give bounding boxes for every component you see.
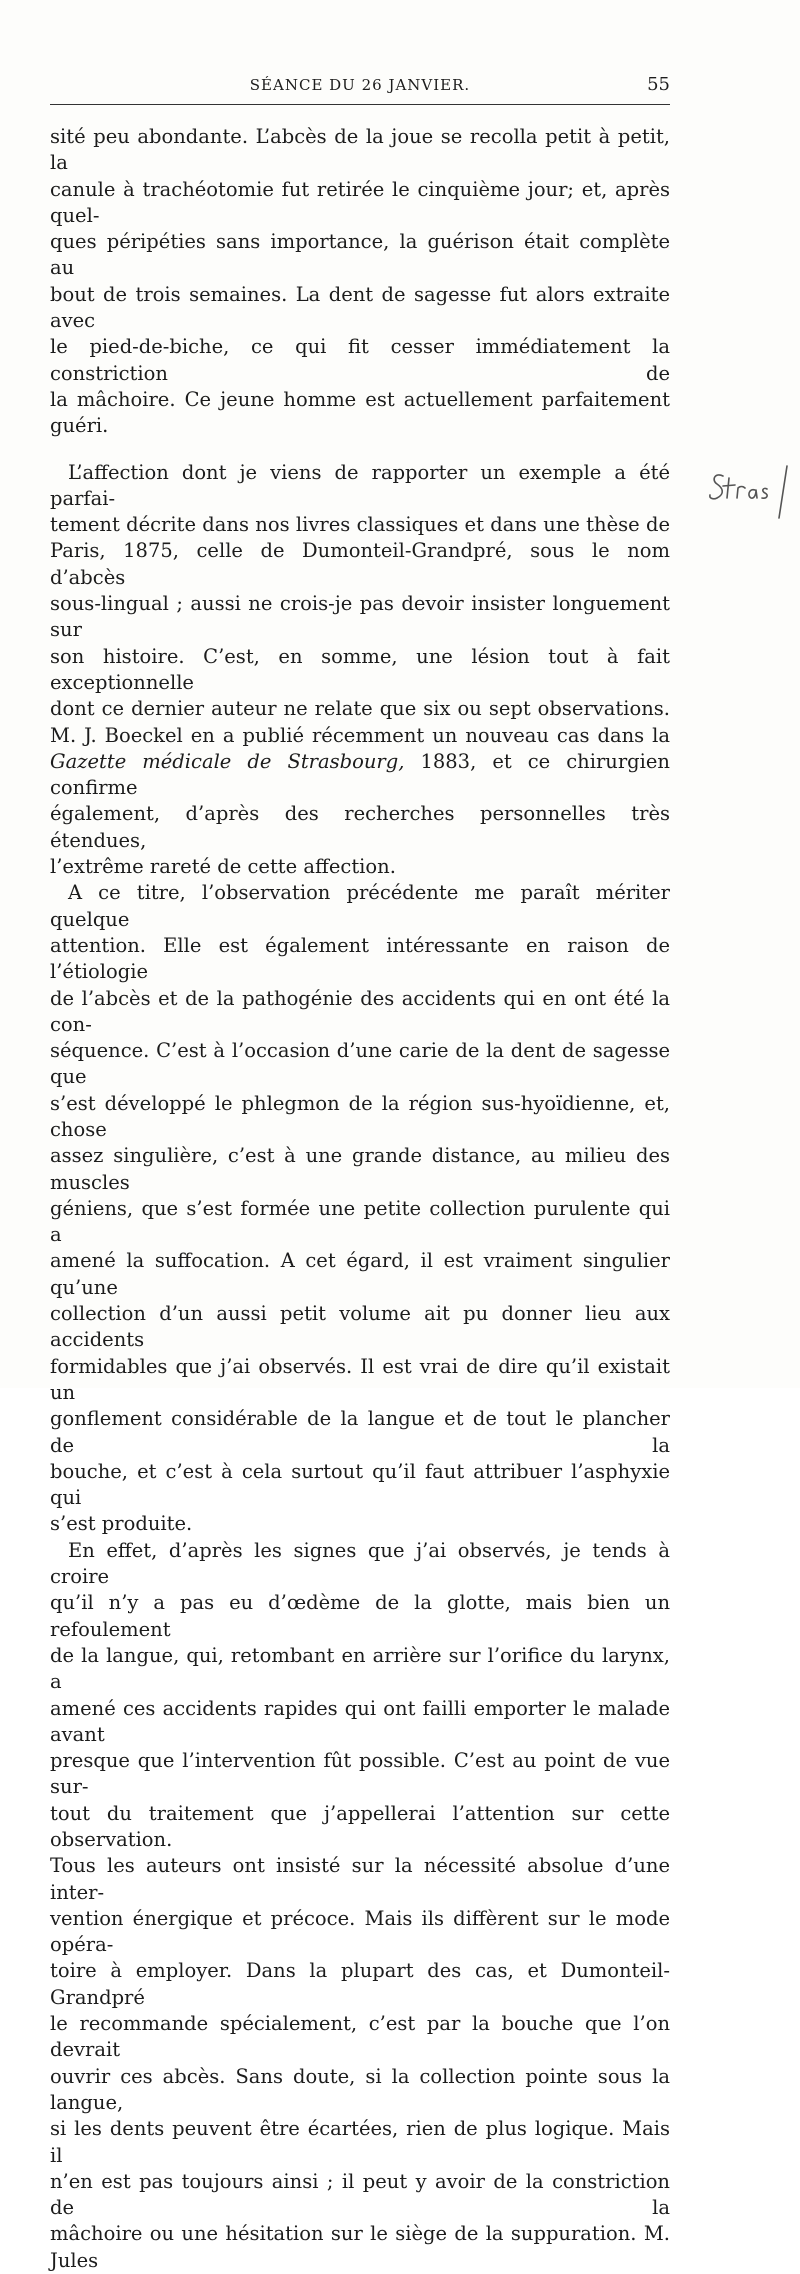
text-line: de la langue, qui, retombant en arrière sur l’orifice du larynx, a bbox=[50, 1643, 670, 1694]
journal-title: Gazette médicale de Strasbourg, bbox=[50, 749, 405, 773]
text-line: sité peu abondante. L’abcès de la joue se recolla petit à petit, la bbox=[50, 125, 670, 175]
text-line: si les dents peuvent être écartées, rien de plus logique. Mais il bbox=[50, 2117, 670, 2167]
text-line: vention énergique et précoce. Mais ils diffèrent sur le mode opéra- bbox=[50, 1906, 670, 1957]
paragraph-4 bbox=[50, 1538, 670, 2274]
text-line: amené ces accidents rapides qui ont failli emporter le malade avant bbox=[50, 1696, 670, 1746]
text-line: ques péripéties sans importance, la guérison était complète au bbox=[50, 230, 670, 280]
text-line: bout de trois semaines. La dent de sagesse fut alors extraite avec bbox=[50, 282, 670, 333]
text-line: collection d’un aussi petit volume ait pu donner lieu aux accidents bbox=[50, 1302, 670, 1352]
handwriting-icon bbox=[705, 462, 795, 522]
paragraph-gap bbox=[50, 440, 670, 460]
text-line: toire à employer. Dans la plupart des cas, et Dumonteil-Grandpré bbox=[50, 1959, 670, 2009]
text-line: son histoire. C’est, en somme, une lésion tout à fait exceptionnelle bbox=[50, 644, 670, 694]
text-line: attention. Elle est également intéressante en raison de l’étiologie bbox=[50, 933, 670, 984]
text-line: dont ce dernier auteur ne relate que six ou sept observations. bbox=[50, 697, 670, 721]
text-line: Tous les auteurs ont insisté sur la nécessité absolue d’une inter- bbox=[50, 1854, 670, 1904]
header-rule bbox=[50, 104, 670, 105]
text-line: tout du traitement que j’appellerai l’attention sur cette observation. bbox=[50, 1801, 670, 1851]
text-line: géniens, que s’est formée une petite collection purulente qui a bbox=[50, 1196, 670, 1247]
text-line: de l’abcès et de la pathogénie des accidents qui en ont été la con- bbox=[50, 986, 670, 1036]
page-number: 55 bbox=[647, 74, 670, 95]
text-line: sous-lingual ; aussi ne crois-je pas devoir insister longuement sur bbox=[50, 592, 670, 642]
text-line: le pied-de-biche, ce qui fit cesser immédiatement la constriction de bbox=[50, 335, 670, 385]
text-line: En effet, d’après les signes que j’ai observés, je tends à croire bbox=[50, 1538, 670, 1589]
text-line: s’est développé le phlegmon de la région sus-hyoïdienne, et, chose bbox=[50, 1091, 670, 1141]
paragraph-1 bbox=[50, 124, 670, 440]
text-line: formidables que j’ai observés. Il est vrai de dire qu’il existait un bbox=[50, 1354, 670, 1404]
text-line: l’extrême rareté de cette affection. bbox=[50, 855, 396, 879]
page-header bbox=[50, 70, 670, 106]
body-text bbox=[50, 124, 670, 2274]
text-line: n’en est pas toujours ainsi ; il peut y avoir de la constriction de la bbox=[50, 2169, 670, 2220]
text-line: amené la suffocation. A cet égard, il est vraiment singulier qu’une bbox=[50, 1249, 670, 1299]
text-line: bouche, et c’est à cela surtout qu’il faut attribuer l’asphyxie qui bbox=[50, 1459, 670, 1510]
text-line: qu’il n’y a pas eu d’œdème de la glotte, mais bien un refoulement bbox=[50, 1591, 670, 1641]
citation-rest: 1883, et ce chirurgien confirme bbox=[50, 749, 670, 800]
text-line: ouvrir ces abcès. Sans doute, si la collection pointe sous la langue, bbox=[50, 2064, 670, 2114]
text-line: gonflement considérable de la langue et de tout le plancher de la bbox=[50, 1407, 670, 1457]
text-line: séquence. C’est à l’occasion d’une carie de la dent de sagesse que bbox=[50, 1039, 670, 1089]
text-line: le recommande spécialement, c’est par la bouche que l’on devrait bbox=[50, 2012, 670, 2062]
text-line: canule à trachéotomie fut retirée le cinquième jour; et, après quel- bbox=[50, 177, 670, 227]
handwritten-margin-note bbox=[705, 462, 795, 522]
text-line: Paris, 1875, celle de Dumonteil-Grandpré, sous le nom d’abcès bbox=[50, 539, 670, 589]
text-line: s’est produite. bbox=[50, 1512, 193, 1536]
paragraph-2 bbox=[50, 460, 670, 881]
text-line: assez singulière, c’est à une grande distance, au milieu des muscles bbox=[50, 1144, 670, 1194]
text-line: la mâchoire. Ce jeune homme est actuellement parfaitement guéri. bbox=[50, 387, 670, 438]
text-line: mâchoire ou une hésitation sur le siège de la suppuration. M. Jules bbox=[50, 2222, 670, 2272]
running-title: SÉANCE DU 26 JANVIER. bbox=[249, 76, 471, 94]
text-line: tement décrite dans nos livres classiques et dans une thèse de bbox=[50, 513, 670, 537]
text-line: A ce titre, l’observation précédente me paraît mériter quelque bbox=[50, 881, 670, 931]
text-line: presque que l’intervention fût possible. C’est au point de vue sur- bbox=[50, 1749, 670, 1799]
text-line: L’affection dont je viens de rapporter un exemple a été parfai- bbox=[50, 460, 670, 510]
text-line-with-citation bbox=[50, 749, 670, 802]
text-line: M. J. Boeckel en a publié récemment un nouveau cas dans la bbox=[50, 723, 670, 747]
paragraph-3 bbox=[50, 880, 670, 1537]
text-line: également, d’après des recherches personnelles très étendues, bbox=[50, 802, 670, 852]
